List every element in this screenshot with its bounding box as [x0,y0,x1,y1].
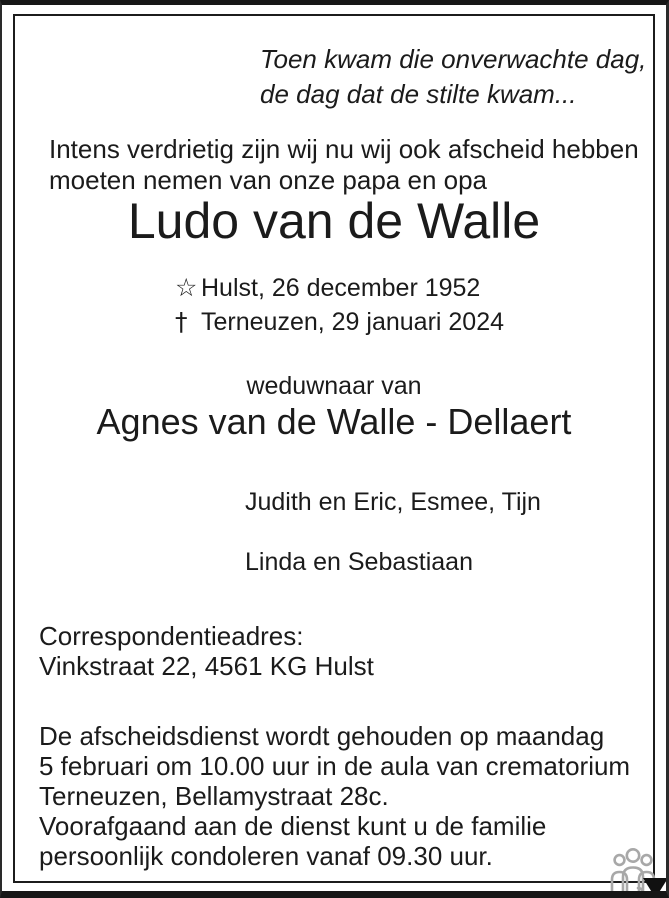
service-info-block [39,721,653,871]
corner-down-triangle-icon [643,878,668,898]
announcement-text [49,134,653,196]
service-line-3: Terneuzen, Bellamystraat 28c. [39,781,389,811]
notice-border-frame [13,14,655,883]
deceased-name: Ludo van de Walle [127,193,541,249]
life-dates [175,271,653,339]
correspondence-block [39,621,653,681]
service-line-4: Voorafgaand aan de dienst kunt u de familie [39,811,547,841]
spouse-name: Agnes van de Walle - Dellaert [96,401,572,442]
correspondence-label: Correspondentieadres: [39,621,304,651]
death-date-line [175,305,653,339]
birth-date-text: Hulst, 26 december 1952 [201,274,481,302]
opening-verse [260,42,653,112]
relation-label: weduwnaar van [246,372,422,400]
service-line-1: De afscheidsdienst wordt gehouden op maandag [39,721,605,751]
birth-date-line [175,271,653,305]
service-line-2: 5 februari om 10.00 uur in de aula van crematorium [39,751,631,781]
verse-line-2: de dag dat de stilte kwam... [260,79,577,109]
birth-star-icon: ☆ [175,273,198,302]
death-cross-icon: † [175,307,188,336]
announcement-line-1: Intens verdrietig zijn wij nu wij ook afscheid hebben [49,134,639,164]
verse-line-1: Toen kwam die onverwachte dag, [260,44,647,74]
death-date-text: Terneuzen, 29 januari 2024 [201,308,505,336]
service-line-5: persoonlijk condoleren vanaf 09.30 uur. [39,841,493,871]
announcement-line-2: moeten nemen van onze papa en opa [49,165,488,195]
relatives-line-1: Judith en Eric, Esmee, Tijn [245,488,541,516]
correspondence-address: Vinkstraat 22, 4561 KG Hulst [39,651,374,681]
relatives-line-2: Linda en Sebastiaan [245,548,473,576]
